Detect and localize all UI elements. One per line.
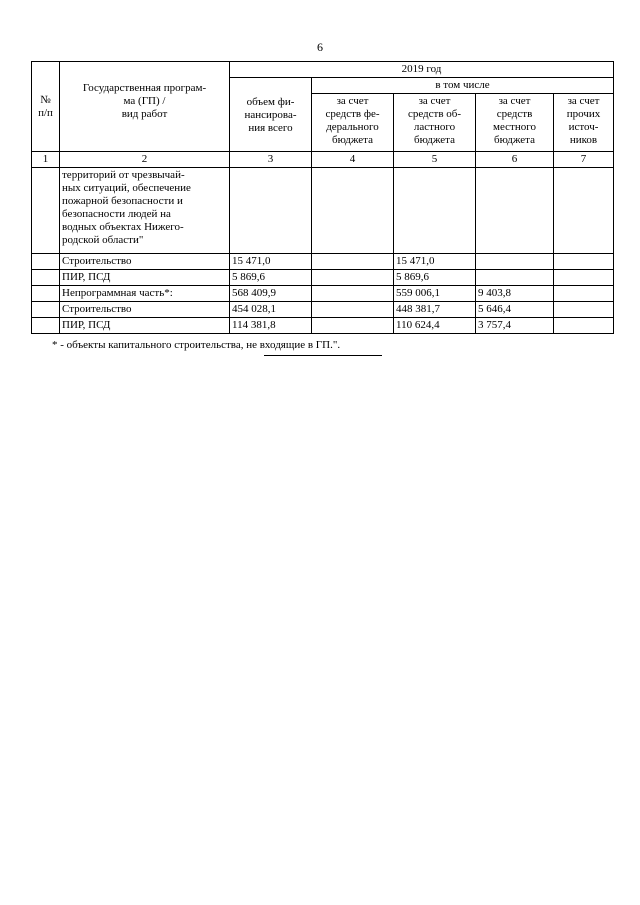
row-regional: 15 471,0 xyxy=(394,254,476,270)
row-total: 454 028,1 xyxy=(230,302,312,318)
page-number: 6 xyxy=(317,40,323,54)
table-row xyxy=(32,302,614,318)
financing-table xyxy=(31,61,614,334)
table-row xyxy=(32,286,614,302)
row-name: ПИР, ПСД xyxy=(60,270,230,286)
row-no xyxy=(32,286,60,302)
col-number: 2 xyxy=(60,152,230,168)
row-total: 114 381,8 xyxy=(230,318,312,334)
header-including: в том числе xyxy=(312,78,614,94)
row-local: 3 757,4 xyxy=(476,318,554,334)
header-no: № п/п xyxy=(32,62,60,152)
row-federal xyxy=(312,318,394,334)
row-name: Непрограммная часть*: xyxy=(60,286,230,302)
row-federal xyxy=(312,168,394,254)
column-numbers-row xyxy=(32,152,614,168)
row-other xyxy=(554,270,614,286)
header-program: Государственная програм- ма (ГП) / вид работ xyxy=(60,62,230,152)
row-other xyxy=(554,168,614,254)
header-regional: за счет средств об- ластного бюджета xyxy=(394,94,476,152)
row-federal xyxy=(312,254,394,270)
row-local: 5 646,4 xyxy=(476,302,554,318)
col-number: 3 xyxy=(230,152,312,168)
row-regional: 110 624,4 xyxy=(394,318,476,334)
col-number: 1 xyxy=(32,152,60,168)
header-local: за счет средств местного бюджета xyxy=(476,94,554,152)
row-other xyxy=(554,318,614,334)
row-local xyxy=(476,168,554,254)
row-no xyxy=(32,270,60,286)
row-regional: 5 869,6 xyxy=(394,270,476,286)
row-other xyxy=(554,302,614,318)
col-number: 4 xyxy=(312,152,394,168)
row-no xyxy=(32,302,60,318)
col-number: 7 xyxy=(554,152,614,168)
footnote: * - объекты капитального строительства, не входящие в ГП.". xyxy=(52,339,341,351)
row-total: 15 471,0 xyxy=(230,254,312,270)
row-federal xyxy=(312,286,394,302)
table-row xyxy=(32,168,614,254)
row-federal xyxy=(312,302,394,318)
header-year: 2019 год xyxy=(230,62,614,78)
row-name: территорий от чрезвычай- ных ситуаций, обеспечение пожарной безопасности и безопасности людей на водных объектах Нижего- родской области" xyxy=(60,168,230,254)
row-total xyxy=(230,168,312,254)
row-local xyxy=(476,254,554,270)
header-total: объем фи- нансирова- ния всего xyxy=(230,78,312,152)
row-regional: 559 006,1 xyxy=(394,286,476,302)
footnote-divider xyxy=(264,355,382,356)
col-number: 6 xyxy=(476,152,554,168)
row-local xyxy=(476,270,554,286)
table-row xyxy=(32,270,614,286)
row-federal xyxy=(312,270,394,286)
row-regional: 448 381,7 xyxy=(394,302,476,318)
col-number: 5 xyxy=(394,152,476,168)
header-federal: за счет средств фе- дерального бюджета xyxy=(312,94,394,152)
table-row xyxy=(32,318,614,334)
row-name: Строительство xyxy=(60,302,230,318)
header-other: за счет прочих источ- ников xyxy=(554,94,614,152)
row-no xyxy=(32,168,60,254)
row-no xyxy=(32,254,60,270)
row-name: ПИР, ПСД xyxy=(60,318,230,334)
table-row xyxy=(32,254,614,270)
row-other xyxy=(554,286,614,302)
row-total: 568 409,9 xyxy=(230,286,312,302)
row-total: 5 869,6 xyxy=(230,270,312,286)
row-other xyxy=(554,254,614,270)
row-name: Строительство xyxy=(60,254,230,270)
row-local: 9 403,8 xyxy=(476,286,554,302)
row-no xyxy=(32,318,60,334)
row-regional xyxy=(394,168,476,254)
